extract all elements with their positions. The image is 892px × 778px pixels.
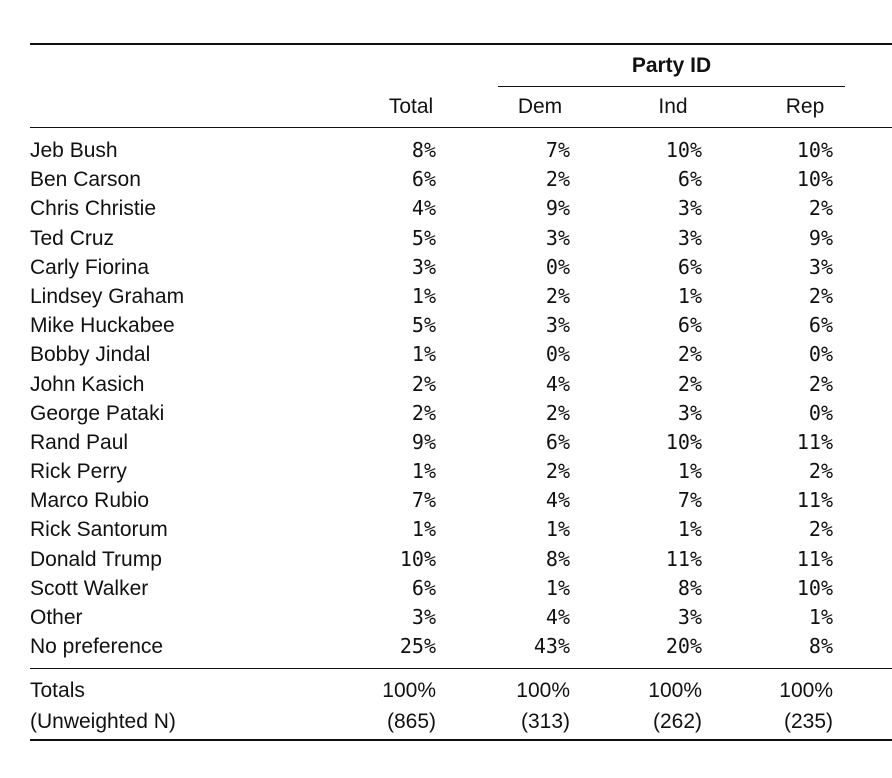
- value-ind: 3%: [677, 225, 702, 250]
- totals-rule: [30, 668, 892, 669]
- candidate-name: Marco Rubio: [30, 489, 150, 513]
- value-total: 1%: [411, 342, 436, 367]
- value-ind: 100%: [648, 679, 702, 702]
- table-row: [30, 340, 892, 369]
- table-row: [30, 486, 892, 515]
- value-total: 2%: [411, 371, 436, 396]
- candidate-name: Other: [30, 606, 83, 629]
- candidate-name: Mike Huckabee: [30, 314, 175, 338]
- value-ind: 6%: [677, 254, 702, 279]
- value-dem: 8%: [545, 546, 570, 571]
- value-ind: 1%: [677, 517, 702, 542]
- value-dem: 7%: [545, 138, 570, 162]
- value-ind: 7%: [677, 488, 702, 513]
- value-total: 8%: [411, 138, 436, 162]
- value-rep: 0%: [808, 400, 833, 425]
- value-ind: (262): [652, 710, 702, 733]
- table-row: [30, 370, 892, 399]
- value-dem: (313): [520, 710, 570, 733]
- column-header-rep: Rep: [785, 95, 825, 118]
- value-dem: 0%: [545, 254, 570, 279]
- candidate-name: No preference: [30, 635, 164, 659]
- table-row: [30, 457, 892, 486]
- table-body: [30, 136, 892, 661]
- value-rep: 3%: [808, 254, 833, 279]
- value-dem: 3%: [545, 225, 570, 250]
- value-dem: 1%: [545, 575, 570, 600]
- candidate-name: George Pataki: [30, 401, 165, 425]
- table-bottom-rule: [30, 739, 892, 741]
- value-dem: 2%: [545, 167, 570, 192]
- value-total: 6%: [411, 167, 436, 192]
- value-rep: 1%: [808, 605, 833, 629]
- value-total: 5%: [411, 225, 436, 250]
- party-id-header: Party ID: [631, 54, 712, 77]
- value-ind: 3%: [677, 196, 702, 221]
- value-dem: 9%: [545, 196, 570, 221]
- value-dem: 0%: [545, 342, 570, 367]
- value-dem: 2%: [545, 283, 570, 308]
- value-ind: 2%: [677, 342, 702, 367]
- footer-label: Totals: [30, 679, 85, 702]
- table-row: [30, 603, 892, 632]
- value-rep: 10%: [796, 575, 833, 600]
- value-rep: 11%: [796, 546, 833, 571]
- value-ind: 6%: [677, 167, 702, 192]
- value-dem: 4%: [545, 488, 570, 513]
- value-total: 2%: [411, 400, 436, 425]
- value-rep: 0%: [808, 342, 833, 367]
- value-rep: 11%: [796, 429, 833, 454]
- value-ind: 10%: [665, 138, 702, 162]
- table-row: [30, 311, 892, 340]
- table-row: [30, 545, 892, 574]
- value-rep: 10%: [796, 167, 833, 192]
- value-dem: 4%: [545, 605, 570, 629]
- value-ind: 3%: [677, 605, 702, 629]
- value-rep: 2%: [808, 371, 833, 396]
- value-rep: 9%: [808, 225, 833, 250]
- value-dem: 2%: [545, 400, 570, 425]
- value-rep: 8%: [808, 634, 833, 659]
- value-total: 1%: [411, 517, 436, 542]
- value-dem: 2%: [545, 459, 570, 484]
- value-ind: 6%: [677, 313, 702, 338]
- table-row: [30, 165, 892, 194]
- table-row: [30, 428, 892, 457]
- table-row: [30, 136, 892, 165]
- candidate-name: Chris Christie: [30, 197, 157, 221]
- value-dem: 4%: [545, 371, 570, 396]
- value-rep: 2%: [808, 459, 833, 484]
- value-total: 7%: [411, 488, 436, 513]
- value-dem: 6%: [545, 429, 570, 454]
- value-total: 10%: [399, 546, 436, 571]
- table-row: [30, 515, 892, 544]
- value-ind: 8%: [677, 575, 702, 600]
- candidate-name: Rick Perry: [30, 460, 127, 484]
- table-row: [30, 194, 892, 223]
- value-total: 6%: [411, 575, 436, 600]
- table-row: [30, 282, 892, 311]
- value-ind: 11%: [665, 546, 702, 571]
- value-total: 9%: [411, 429, 436, 454]
- candidate-name: John Kasich: [30, 372, 145, 396]
- candidate-name: Donald Trump: [30, 547, 162, 571]
- value-ind: 1%: [677, 283, 702, 308]
- value-total: 3%: [411, 605, 436, 629]
- value-total: 4%: [411, 196, 436, 221]
- table-row: [30, 224, 892, 253]
- party-id-rule: [498, 86, 845, 87]
- table-row: [30, 574, 892, 603]
- footer-row: [30, 706, 892, 737]
- candidate-name: Carly Fiorina: [30, 255, 150, 279]
- value-dem: 1%: [545, 517, 570, 542]
- candidate-name: Rick Santorum: [30, 518, 168, 542]
- candidate-name: Jeb Bush: [30, 139, 118, 162]
- value-total: 25%: [399, 634, 436, 659]
- candidate-name: Scott Walker: [30, 576, 149, 600]
- value-ind: 1%: [677, 459, 702, 484]
- value-rep: 10%: [796, 138, 833, 162]
- value-total: 1%: [411, 283, 436, 308]
- value-rep: 100%: [779, 679, 833, 702]
- candidate-name: Lindsey Graham: [30, 284, 185, 308]
- value-rep: 2%: [808, 196, 833, 221]
- table-top-rule: [30, 43, 892, 45]
- value-ind: 3%: [677, 400, 702, 425]
- value-ind: 10%: [665, 429, 702, 454]
- candidate-name: Ben Carson: [30, 168, 141, 192]
- value-total: 5%: [411, 313, 436, 338]
- column-header-ind: Ind: [658, 95, 688, 118]
- value-total: 1%: [411, 459, 436, 484]
- candidate-name: Ted Cruz: [30, 226, 115, 250]
- value-ind: 2%: [677, 371, 702, 396]
- column-header-dem: Dem: [517, 95, 563, 118]
- value-rep: 2%: [808, 517, 833, 542]
- table-row: [30, 253, 892, 282]
- footer-row: [30, 675, 892, 706]
- value-total: 3%: [411, 254, 436, 279]
- candidate-name: Rand Paul: [30, 430, 129, 454]
- value-dem: 43%: [533, 634, 570, 659]
- header-rule: [30, 127, 892, 128]
- value-dem: 3%: [545, 313, 570, 338]
- value-rep: 2%: [808, 283, 833, 308]
- value-rep: (235): [783, 710, 833, 733]
- footer-label: (Unweighted N): [30, 710, 176, 733]
- value-rep: 11%: [796, 488, 833, 513]
- table-row: [30, 399, 892, 428]
- value-total: 100%: [382, 679, 436, 702]
- value-dem: 100%: [516, 679, 570, 702]
- candidate-name: Bobby Jindal: [30, 343, 151, 367]
- column-header-total: Total: [388, 95, 434, 118]
- table-row: [30, 632, 892, 661]
- table-footer: [30, 675, 892, 737]
- value-ind: 20%: [665, 634, 702, 659]
- value-total: (865): [386, 710, 436, 733]
- value-rep: 6%: [808, 313, 833, 338]
